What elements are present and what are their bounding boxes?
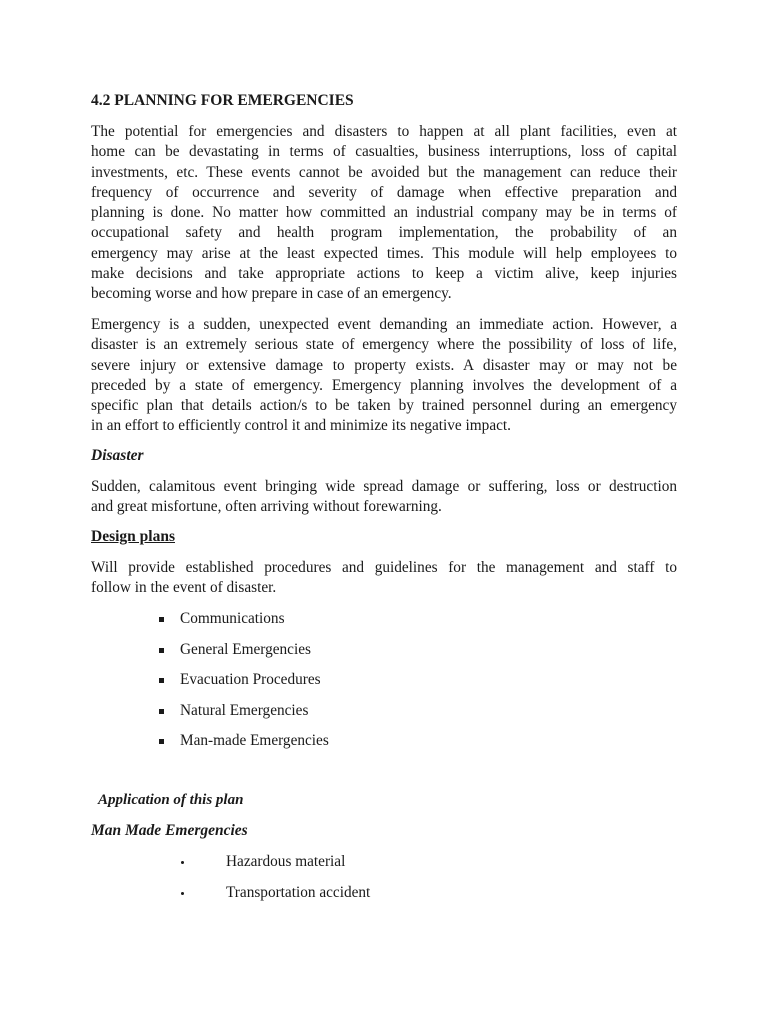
paragraph-line: Sudden, calamitous event bringing wide spread damage or suffering, loss or destruction [91, 478, 677, 495]
square-bullet-icon [159, 648, 164, 653]
list-item-label: Hazardous material [226, 853, 346, 870]
design-plans-heading: Design plans [91, 528, 175, 545]
list-item-label: Natural Emergencies [180, 701, 309, 719]
list-item [159, 640, 329, 671]
design-plans-list [159, 609, 329, 762]
paragraph-line: The potential for emergencies and disasters to happen at all plant facilities, even at [91, 123, 677, 140]
list-item [159, 609, 329, 640]
list-item-label: Communications [180, 610, 285, 627]
list-item-label: Man-made Emergencies [180, 732, 329, 750]
list-item-label: General Emergencies [180, 640, 311, 658]
paragraph-line: and great misfortune, often arriving without forewarning. [91, 498, 442, 516]
paragraph-line: becoming worse and how prepare in case of an emergency. [91, 285, 452, 303]
square-bullet-icon [159, 709, 164, 714]
list-item [159, 701, 329, 732]
paragraph-line: preceded by a state of emergency. Emergency planning involves the development of a [91, 376, 677, 394]
section-heading: 4.2 PLANNING FOR EMERGENCIES [91, 92, 354, 109]
emergency-paragraph [91, 315, 677, 437]
square-bullet-icon [159, 617, 164, 622]
paragraph-line: specific plan that details action/s to be taken by trained personnel during an emergency [91, 397, 677, 415]
man-made-list [181, 852, 370, 913]
paragraph-line: occupational safety and health program implementation, the probability of an [91, 224, 677, 242]
list-item [181, 852, 370, 883]
paragraph-line: disaster is an extremely serious state of emergency where the possibility of loss of life, [91, 336, 677, 354]
disaster-definition [91, 477, 677, 518]
paragraph-line: Will provide established procedures and guidelines for the management and staff to [91, 559, 677, 576]
list-item [181, 883, 370, 914]
paragraph-line: investments, etc. These events cannot be avoided but the management can reduce their [91, 163, 677, 181]
square-bullet-icon [159, 678, 164, 683]
disaster-heading: Disaster [91, 447, 144, 464]
paragraph-line: in an effort to efficiently control it and minimize its negative impact. [91, 417, 511, 435]
design-plans-paragraph [91, 558, 677, 599]
square-bullet-icon [159, 739, 164, 744]
list-item [159, 731, 329, 762]
application-heading: Application of this plan [98, 792, 244, 808]
paragraph-line: follow in the event of disaster. [91, 579, 277, 597]
list-item-label: Transportation accident [226, 883, 371, 901]
paragraph-line: severe injury or extensive damage to property exists. A disaster may or may not be [91, 356, 677, 374]
list-item [159, 670, 329, 701]
paragraph-line: Emergency is a sudden, unexpected event demanding an immediate action. However, a [91, 316, 677, 333]
dot-bullet-icon [181, 861, 184, 864]
list-item-label: Evacuation Procedures [180, 671, 321, 689]
paragraph-line: frequency of occurrence and severity of damage when effective preparation and [91, 183, 677, 201]
paragraph-line: emergency may arise at the least expected times. This module will help employees to [91, 244, 677, 262]
paragraph-line: make decisions and take appropriate actions to keep a victim alive, keep injuries [91, 265, 677, 283]
paragraph-line: planning is done. No matter how committed an industrial company may be in terms of [91, 204, 677, 222]
intro-paragraph [91, 122, 677, 305]
man-made-heading: Man Made Emergencies [91, 822, 248, 839]
paragraph-line: home can be devastating in terms of casualties, business interruptions, loss of capital [91, 143, 677, 161]
dot-bullet-icon [181, 892, 184, 895]
